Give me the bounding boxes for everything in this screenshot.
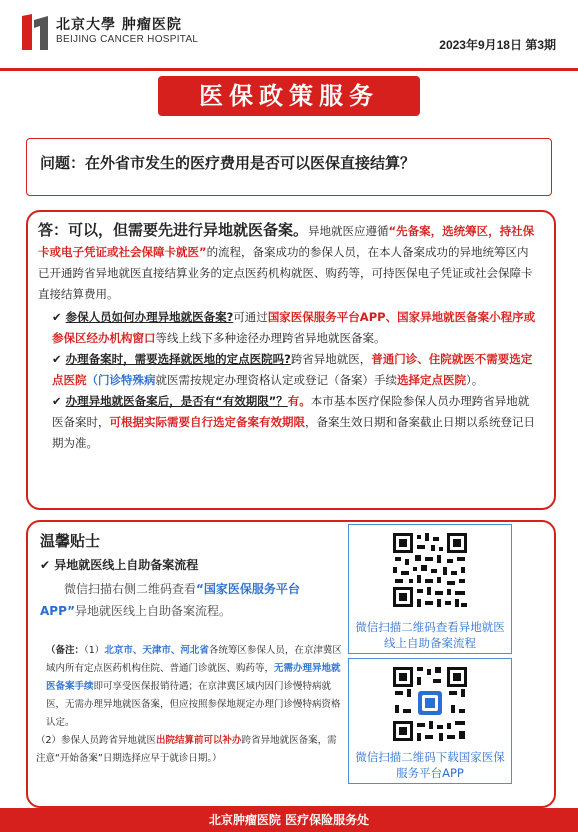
header-divider [0, 68, 578, 71]
qr-code-icon[interactable] [391, 531, 469, 609]
hospital-name-cn: 北京大學 肿瘤医院 [56, 17, 182, 33]
answer-paragraph [38, 220, 538, 305]
faq-answer-tail: 等线上线下多种途径办理跨省异地就医备案。 [155, 331, 386, 345]
tips-subtitle [40, 556, 198, 573]
faq-answer: 本市基本医疗保险参保人员办理跨省异地就医备案时， [52, 394, 530, 429]
qr-caption: 微信扫描二维码下载国家医保服务平台APP [355, 750, 505, 780]
check-icon: ✔ [40, 558, 55, 572]
page-title: 医保政策服务 [199, 81, 379, 110]
note-2-text: （2）参保人员跨省异地就医 [36, 735, 157, 746]
footer-text: 北京肿瘤医院 医疗保险服务处 [208, 813, 370, 827]
faq-item [38, 391, 538, 454]
note-2 [36, 732, 346, 768]
tips-app-name: “国家医保服务平台APP” [40, 582, 300, 618]
faq-highlight: 普通门诊、住院就医不需要选定点医院 [52, 352, 533, 387]
tips-description [40, 578, 340, 622]
note-highlight: 无需办理异地就医备案手续 [46, 663, 341, 692]
qr-caption: 微信扫描二维码查看异地就医线上自助备案流程 [355, 620, 505, 650]
faq-answer: 可通过 [233, 310, 268, 324]
check-icon: ✔ [52, 352, 66, 366]
faq-question-answer: 有。 [287, 394, 311, 408]
faq-item [38, 349, 538, 391]
faq-answer-tail: ，备案生效日期和备案截止日期以系统登记日期为准。 [52, 415, 535, 450]
answer-text-tail: 的流程，备案成功的参保人员，在本人备案成功的异地统筹区内已开通跨省异地就医直接结算业务的定点医药机构就医、购药等，可持医保电子凭证或社会保障卡直接结算费用。 [38, 245, 533, 301]
faq-highlight: 可根据实际需要自行选定备案有效期限 [109, 415, 305, 429]
faq-answer-tail: 就医需按规定办理资格认定或登记（备案）手续 [155, 373, 397, 387]
note-2-tail: 跨省异地就医备案，需注意“开始备案”日期选择应早于就诊日期。） [36, 735, 337, 764]
note-2-highlight: 出院结算前可以补办 [156, 735, 242, 746]
question-text: 问题：在外省市发生的医疗费用是否可以医保直接结算？ [40, 154, 416, 172]
tips-desc-text: 微信扫描右侧二维码查看 [64, 582, 197, 596]
faq-answer-end: ）。 [466, 373, 484, 387]
note-regions: 北京市、天津市、河北省 [104, 645, 209, 656]
faq-item [38, 307, 538, 349]
faq-answer: 跨省异地就医， [290, 352, 372, 366]
note-text-tail: 即可享受医保报销待遇；在京津冀区域内因门诊慢特病就医，无需办理异地就医备案，但应按照参保地规定办理门诊慢特病资格认定。 [46, 681, 341, 728]
answer-lead: 答：可以，但需要先进行异地就医备案。 [38, 221, 309, 239]
faq-highlight-2: 选择定点医院 [397, 373, 466, 387]
check-icon: ✔ [52, 394, 66, 408]
hospital-name-en: BEIJING CANCER HOSPITAL [56, 34, 199, 45]
notes-head: （备注： [46, 645, 85, 656]
tips-title: 温馨贴士 [40, 532, 101, 550]
answer-highlight: “先备案，选统筹区，持社保卡或电子凭证或社会保障卡就医” [38, 224, 535, 259]
qr-panel-app-download [348, 658, 512, 784]
qr-panel-filing-guide [348, 524, 512, 654]
answer-content [38, 220, 538, 454]
hospital-logo [20, 12, 50, 52]
check-icon: ✔ [52, 310, 66, 324]
faq-question: 办理异地就医备案后，是否有“有效期限”？ [65, 394, 288, 408]
qr-code-icon[interactable] [391, 665, 469, 743]
tips-subtitle-text: 异地就医线上自助备案流程 [54, 558, 199, 572]
note-1 [36, 642, 346, 732]
faq-question: 参保人员如何办理异地就医备案? [65, 310, 234, 324]
faq-question: 办理备案时，需要选择就医地的定点医院吗? [65, 352, 291, 366]
note-number: （1） [84, 645, 105, 656]
tips-notes [36, 642, 346, 768]
note-text: 各统筹区参保人员，在京津冀区域内所有定点医药机构住院、普通门诊就医、购药等， [46, 645, 342, 674]
issue-date: 2023年9月18日 第3期 [439, 38, 556, 52]
faq-blue-note: （门诊特殊病 [86, 373, 156, 387]
tips-desc-tail: 异地就医线上自助备案流程。 [75, 604, 232, 618]
faq-highlight: 国家医保服务平台APP、国家异地就医备案小程序或参保区经办机构窗口 [52, 310, 536, 345]
answer-text: 异地就医应遵循 [308, 224, 389, 238]
